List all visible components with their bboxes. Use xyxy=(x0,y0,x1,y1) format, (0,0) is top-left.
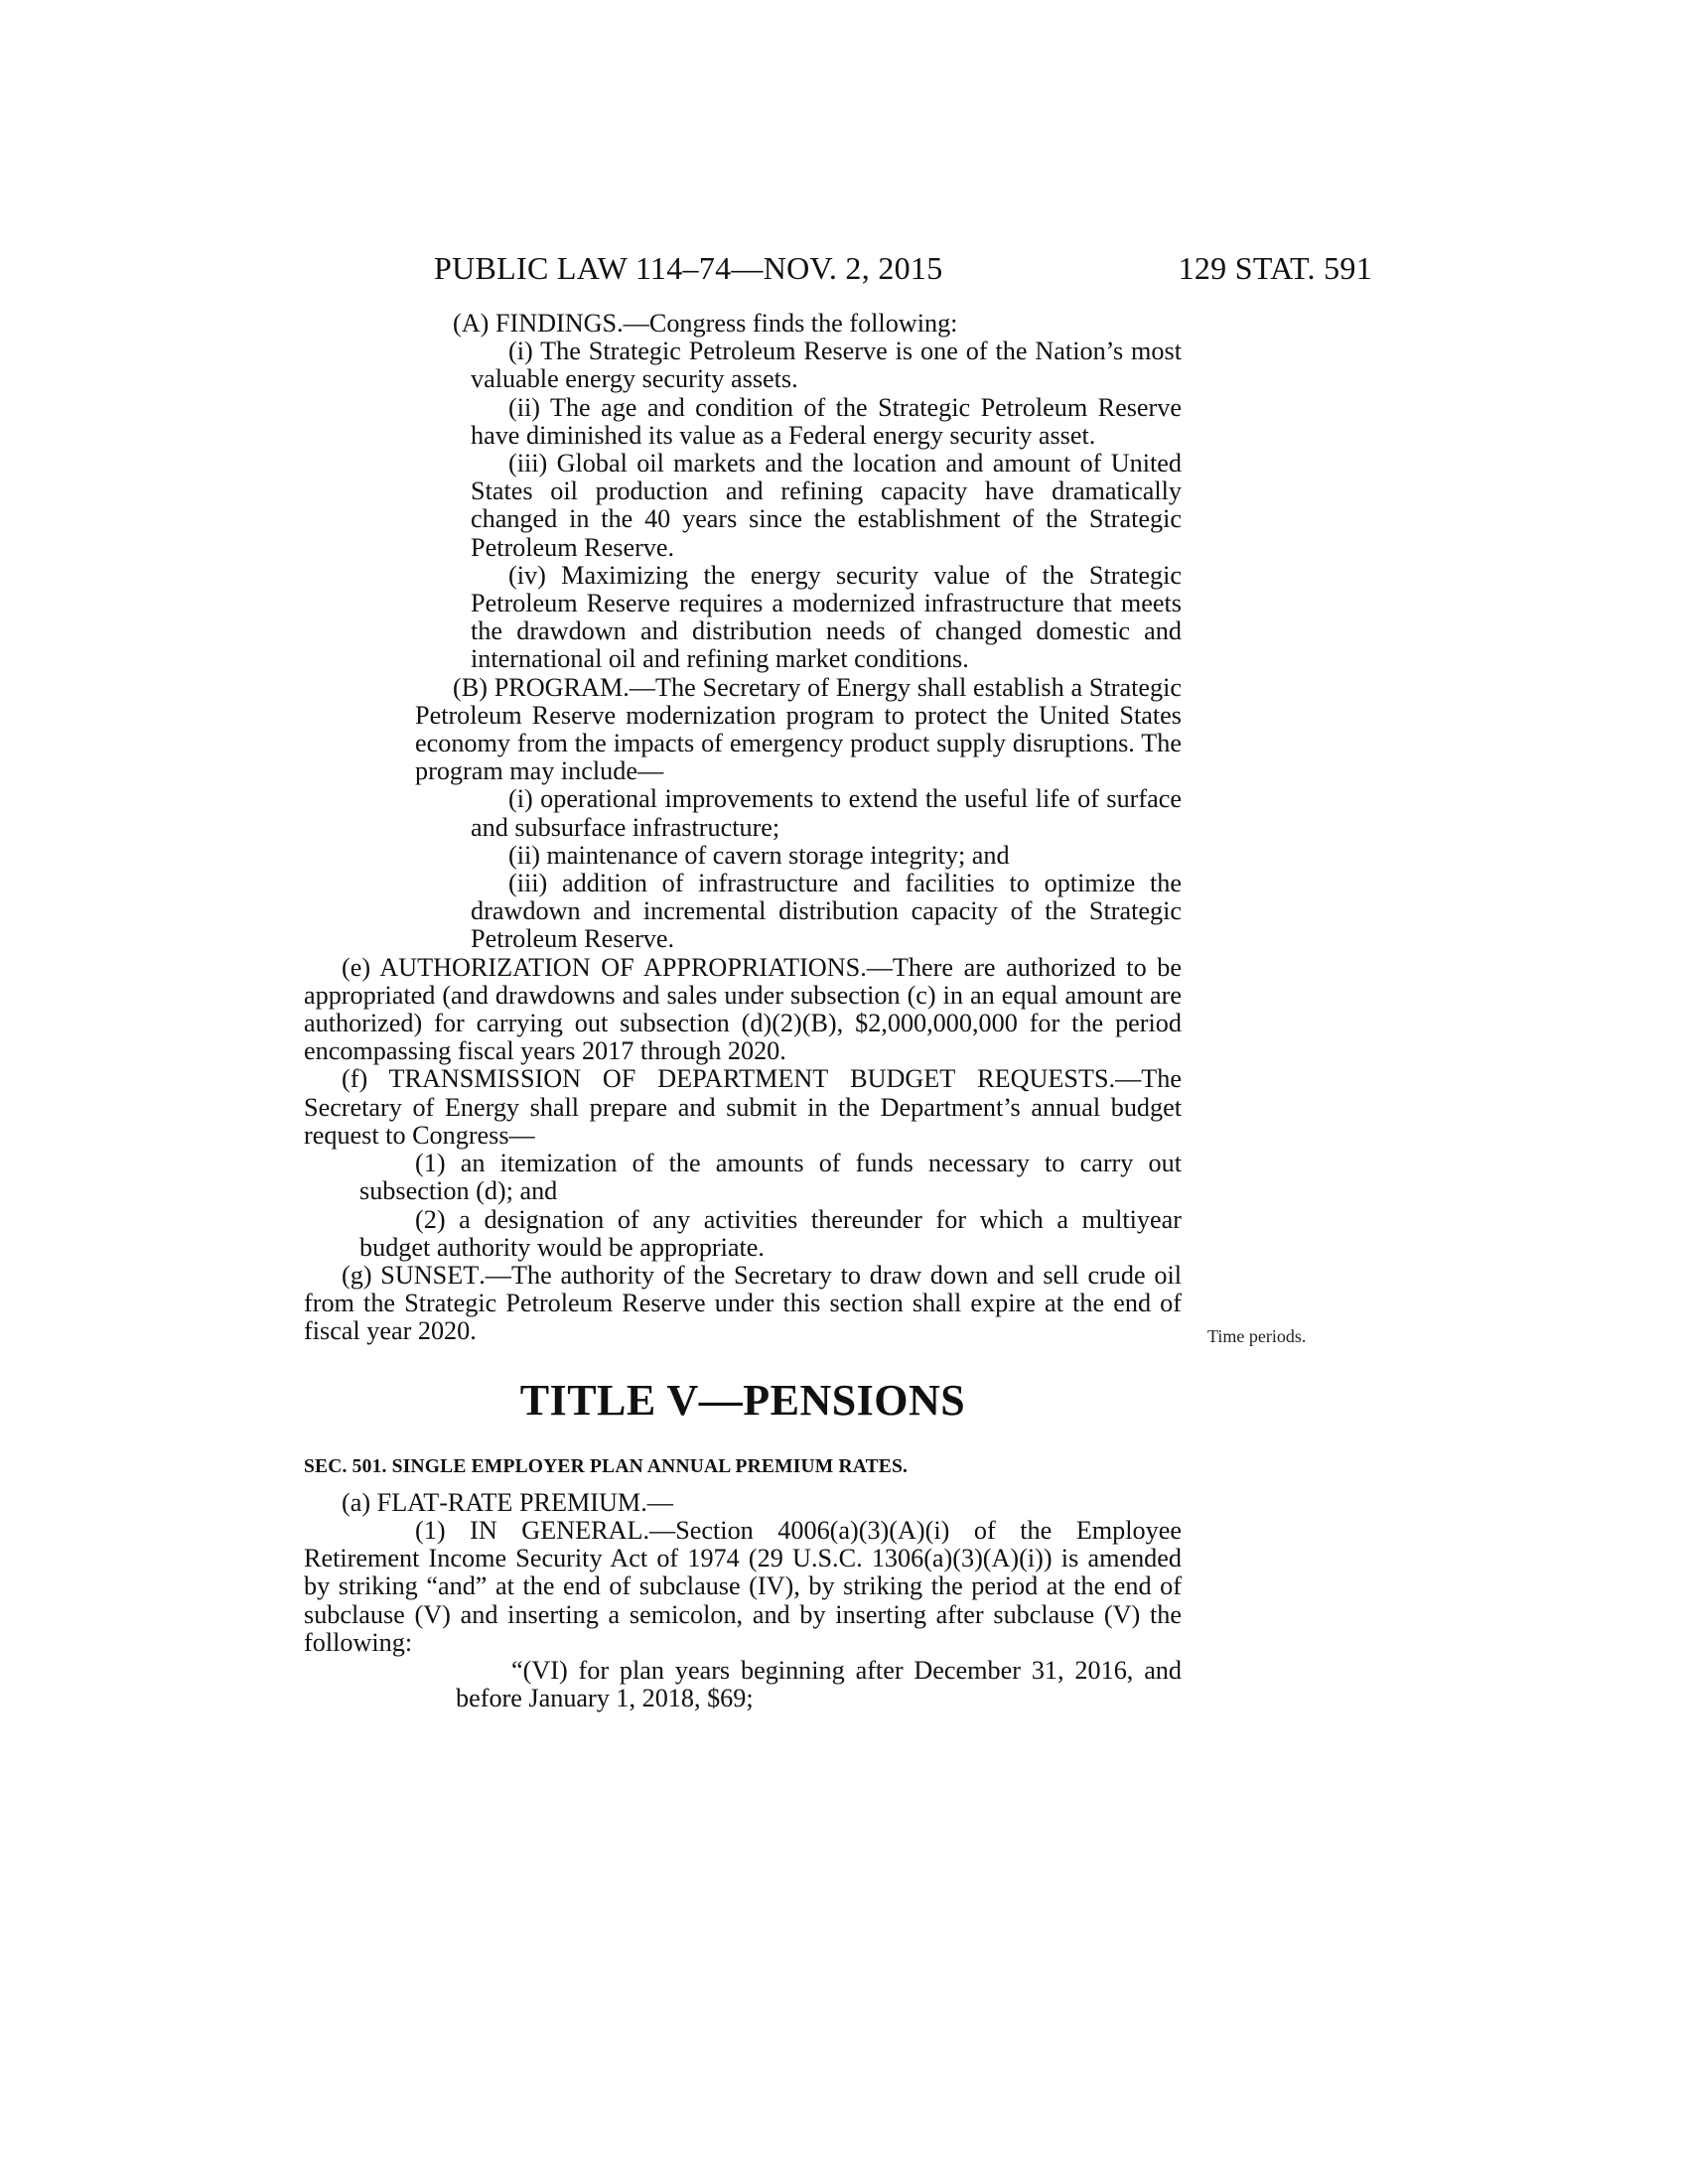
transmission-paragraph: (f) TRANSMISSION OF DEPARTMENT BUDGET REQUESTS.—The Secretary of Energy shall prepare and submit in the Department’s annual budget request to Congress— xyxy=(304,1064,1182,1150)
program-item-i: (i) operational improvements to extend the useful life of surface and subsurface infrastructure; xyxy=(471,784,1182,842)
finding-i: (i) The Strategic Petroleum Reserve is one of the Nation’s most valuable energy security assets. xyxy=(471,337,1182,394)
program-item-iii: (iii) addition of infrastructure and facilities to optimize the drawdown and incremental distribution capacity of the Strategic Petroleum Reserve. xyxy=(471,869,1182,954)
running-header xyxy=(0,250,1688,300)
program-item-ii: (ii) maintenance of cavern storage integrity; and xyxy=(508,840,1010,870)
title-heading: TITLE V—PENSIONS xyxy=(519,1375,966,1425)
findings-heading: (A) FINDINGS.—Congress finds the following: xyxy=(453,309,958,338)
transmission-item-1: (1) an itemization of the amounts of funds necessary to carry out subsection (d); and xyxy=(359,1149,1182,1206)
margin-note-time-periods: Time periods. xyxy=(1207,1326,1307,1346)
document-body xyxy=(304,310,1182,1712)
sunset-paragraph: (g) SUNSET.—The authority of the Secretary to draw down and sell crude oil from the Strategic Petroleum Reserve under this section shall expire at the end of fiscal year 2020. xyxy=(304,1260,1183,1346)
statute-page-number: 129 STAT. 591 xyxy=(1178,250,1372,286)
authorization-paragraph: (e) AUTHORIZATION OF APPROPRIATIONS.—There are authorized to be appropriated (and drawdowns and sales under subsection (c) in an equal amount are authorized) for carrying out subsection (d)(2)(B), $2,000,000,000 for the period encompassing fiscal years 2017 through 2020. xyxy=(304,952,1183,1066)
program-paragraph: (B) PROGRAM.—The Secretary of Energy shall establish a Strategic Petroleum Reserve modernization program to protect the United States economy from the impacts of emergency product supply disruptions. The program may include— xyxy=(415,672,1182,786)
finding-iv: (iv) Maximizing the energy security value of the Strategic Petroleum Reserve requires a modernized infrastructure that meets the drawdown and distribution needs of changed domestic and international oil and refining market conditions. xyxy=(471,560,1182,674)
in-general-paragraph: (1) IN GENERAL.—Section 4006(a)(3)(A)(i) of the Employee Retirement Income Security Act of 1974 (29 U.S.C. 1306(a)(3)(A)(i)) is amended by striking “and” at the end of subclause (IV), by striking the period at the end of subclause (V) and inserting a semicolon, and by inserting after subclause (V) the following: xyxy=(304,1515,1182,1657)
section-heading: SEC. 501. SINGLE EMPLOYER PLAN ANNUAL PREMIUM RATES. xyxy=(304,1455,909,1477)
finding-iii: (iii) Global oil markets and the location and amount of United States oil production and refining capacity have dramatically changed in the 40 years since the establishment of the Strategic Petroleum Reserve. xyxy=(471,449,1182,562)
transmission-item-2: (2) a designation of any activities thereunder for which a multiyear budget authority would be appropriate. xyxy=(359,1204,1182,1262)
quoted-subclause-vi: “(VI) for plan years beginning after December 31, 2016, and before January 1, 2018, $69; xyxy=(456,1655,1182,1713)
flat-rate-premium-heading: (a) FLAT-RATE PREMIUM.— xyxy=(342,1487,673,1517)
public-law-citation: PUBLIC LAW 114–74—NOV. 2, 2015 xyxy=(434,250,943,286)
finding-ii: (ii) The age and condition of the Strategic Petroleum Reserve have diminished its value as a Federal energy security asset. xyxy=(471,392,1182,450)
